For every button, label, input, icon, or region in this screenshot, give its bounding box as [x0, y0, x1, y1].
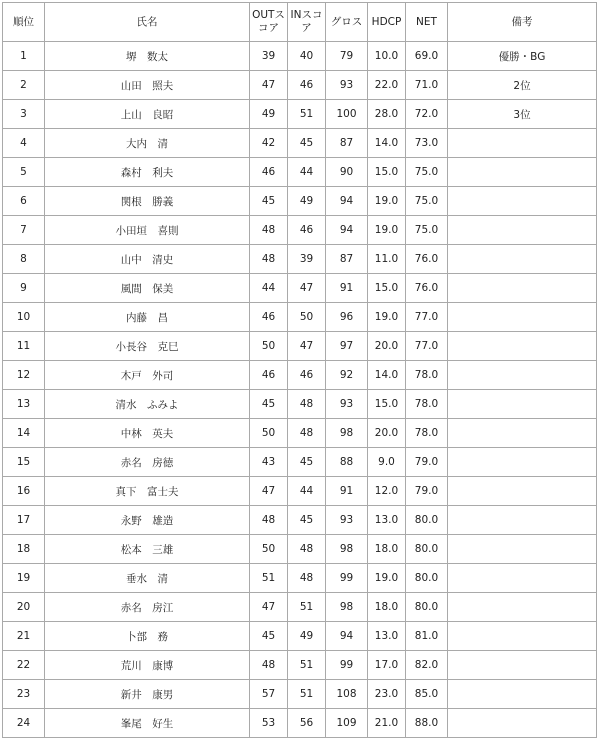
cell-gross: 98: [326, 593, 368, 622]
cell-out-score: 47: [250, 477, 288, 506]
table-row: [3, 216, 597, 245]
cell-net: 78.0: [406, 419, 448, 448]
cell-name: 山田 照夫: [45, 71, 250, 100]
cell-net: 78.0: [406, 361, 448, 390]
cell-in-score: 45: [288, 448, 326, 477]
cell-net: 79.0: [406, 477, 448, 506]
cell-name: 荒川 康博: [45, 651, 250, 680]
cell-net: 73.0: [406, 129, 448, 158]
cell-rank: 20: [3, 593, 45, 622]
cell-note: [448, 158, 597, 187]
cell-in-score: 46: [288, 71, 326, 100]
cell-rank: 22: [3, 651, 45, 680]
cell-net: 80.0: [406, 564, 448, 593]
cell-rank: 17: [3, 506, 45, 535]
cell-note: 優勝・BG: [448, 42, 597, 71]
table-row: [3, 303, 597, 332]
cell-name: 新井 康男: [45, 680, 250, 709]
cell-out-score: 47: [250, 71, 288, 100]
cell-name: 関根 勝義: [45, 187, 250, 216]
cell-hdcp: 15.0: [368, 274, 406, 303]
cell-gross: 87: [326, 129, 368, 158]
cell-out-score: 48: [250, 506, 288, 535]
cell-out-score: 50: [250, 332, 288, 361]
cell-hdcp: 9.0: [368, 448, 406, 477]
cell-hdcp: 13.0: [368, 622, 406, 651]
cell-net: 80.0: [406, 535, 448, 564]
cell-rank: 24: [3, 709, 45, 738]
cell-in-score: 51: [288, 651, 326, 680]
cell-note: [448, 651, 597, 680]
cell-out-score: 44: [250, 274, 288, 303]
cell-out-score: 48: [250, 651, 288, 680]
cell-note: 2位: [448, 71, 597, 100]
cell-hdcp: 11.0: [368, 245, 406, 274]
cell-gross: 97: [326, 332, 368, 361]
cell-gross: 93: [326, 71, 368, 100]
table-row: [3, 42, 597, 71]
table-row: [3, 651, 597, 680]
cell-out-score: 57: [250, 680, 288, 709]
cell-name: 上山 良昭: [45, 100, 250, 129]
cell-out-score: 46: [250, 158, 288, 187]
table-row: [3, 622, 597, 651]
cell-note: [448, 477, 597, 506]
cell-in-score: 45: [288, 129, 326, 158]
cell-note: [448, 622, 597, 651]
table-row: [3, 448, 597, 477]
cell-rank: 13: [3, 390, 45, 419]
cell-net: 71.0: [406, 71, 448, 100]
cell-name: 清水 ふみよ: [45, 390, 250, 419]
table-row: [3, 158, 597, 187]
cell-in-score: 47: [288, 332, 326, 361]
cell-rank: 7: [3, 216, 45, 245]
header-hdcp: HDCP: [368, 3, 406, 42]
table-row: [3, 100, 597, 129]
cell-gross: 99: [326, 564, 368, 593]
cell-gross: 92: [326, 361, 368, 390]
cell-net: 76.0: [406, 274, 448, 303]
cell-net: 85.0: [406, 680, 448, 709]
table-row: [3, 564, 597, 593]
cell-name: 赤名 房徳: [45, 448, 250, 477]
cell-out-score: 42: [250, 129, 288, 158]
header-in-score: INスコア: [288, 3, 326, 42]
cell-rank: 2: [3, 71, 45, 100]
cell-gross: 98: [326, 535, 368, 564]
cell-net: 75.0: [406, 187, 448, 216]
cell-net: 76.0: [406, 245, 448, 274]
cell-note: [448, 506, 597, 535]
table-row: [3, 129, 597, 158]
cell-hdcp: 17.0: [368, 651, 406, 680]
cell-gross: 91: [326, 477, 368, 506]
cell-out-score: 48: [250, 216, 288, 245]
cell-rank: 15: [3, 448, 45, 477]
cell-net: 77.0: [406, 303, 448, 332]
cell-gross: 98: [326, 419, 368, 448]
cell-hdcp: 19.0: [368, 303, 406, 332]
cell-out-score: 53: [250, 709, 288, 738]
table-row: [3, 245, 597, 274]
table-row: [3, 535, 597, 564]
cell-gross: 91: [326, 274, 368, 303]
cell-rank: 23: [3, 680, 45, 709]
cell-in-score: 49: [288, 187, 326, 216]
table-row: [3, 709, 597, 738]
cell-rank: 14: [3, 419, 45, 448]
cell-name: 赤名 房江: [45, 593, 250, 622]
cell-note: [448, 361, 597, 390]
table-row: [3, 593, 597, 622]
cell-note: [448, 535, 597, 564]
cell-in-score: 51: [288, 593, 326, 622]
table-row: [3, 274, 597, 303]
header-rank: 順位: [3, 3, 45, 42]
cell-note: [448, 274, 597, 303]
cell-in-score: 56: [288, 709, 326, 738]
cell-in-score: 44: [288, 158, 326, 187]
cell-hdcp: 22.0: [368, 71, 406, 100]
cell-hdcp: 13.0: [368, 506, 406, 535]
header-name: 氏名: [45, 3, 250, 42]
header-note: 備考: [448, 3, 597, 42]
cell-hdcp: 14.0: [368, 129, 406, 158]
cell-rank: 3: [3, 100, 45, 129]
table-row: [3, 680, 597, 709]
cell-gross: 108: [326, 680, 368, 709]
cell-net: 79.0: [406, 448, 448, 477]
cell-hdcp: 20.0: [368, 332, 406, 361]
cell-gross: 93: [326, 390, 368, 419]
cell-rank: 8: [3, 245, 45, 274]
header-row: [3, 3, 597, 42]
cell-out-score: 46: [250, 361, 288, 390]
cell-name: 木戸 外司: [45, 361, 250, 390]
results-table: [2, 2, 597, 738]
cell-hdcp: 23.0: [368, 680, 406, 709]
cell-name: 中林 英夫: [45, 419, 250, 448]
cell-hdcp: 12.0: [368, 477, 406, 506]
cell-rank: 10: [3, 303, 45, 332]
cell-note: [448, 709, 597, 738]
cell-rank: 6: [3, 187, 45, 216]
cell-name: 山中 清史: [45, 245, 250, 274]
cell-hdcp: 21.0: [368, 709, 406, 738]
cell-name: 堺 数太: [45, 42, 250, 71]
cell-in-score: 45: [288, 506, 326, 535]
cell-gross: 79: [326, 42, 368, 71]
cell-in-score: 44: [288, 477, 326, 506]
cell-hdcp: 20.0: [368, 419, 406, 448]
cell-name: 小田垣 喜則: [45, 216, 250, 245]
cell-out-score: 45: [250, 622, 288, 651]
cell-gross: 93: [326, 506, 368, 535]
table-row: [3, 419, 597, 448]
table-row: [3, 187, 597, 216]
cell-hdcp: 18.0: [368, 535, 406, 564]
cell-out-score: 50: [250, 419, 288, 448]
cell-hdcp: 18.0: [368, 593, 406, 622]
table-row: [3, 361, 597, 390]
cell-out-score: 43: [250, 448, 288, 477]
cell-net: 81.0: [406, 622, 448, 651]
table-row: [3, 332, 597, 361]
cell-out-score: 39: [250, 42, 288, 71]
cell-net: 82.0: [406, 651, 448, 680]
cell-hdcp: 15.0: [368, 158, 406, 187]
cell-net: 88.0: [406, 709, 448, 738]
cell-out-score: 45: [250, 187, 288, 216]
cell-hdcp: 14.0: [368, 361, 406, 390]
cell-net: 80.0: [406, 506, 448, 535]
cell-note: [448, 129, 597, 158]
cell-name: 永野 雄造: [45, 506, 250, 535]
cell-rank: 21: [3, 622, 45, 651]
cell-hdcp: 28.0: [368, 100, 406, 129]
cell-in-score: 49: [288, 622, 326, 651]
cell-rank: 11: [3, 332, 45, 361]
cell-note: [448, 303, 597, 332]
cell-note: [448, 187, 597, 216]
cell-out-score: 49: [250, 100, 288, 129]
cell-in-score: 48: [288, 535, 326, 564]
cell-in-score: 40: [288, 42, 326, 71]
cell-name: 小長谷 克巳: [45, 332, 250, 361]
cell-gross: 109: [326, 709, 368, 738]
cell-hdcp: 19.0: [368, 564, 406, 593]
cell-net: 78.0: [406, 390, 448, 419]
table-row: [3, 390, 597, 419]
cell-rank: 1: [3, 42, 45, 71]
cell-name: 真下 富士夫: [45, 477, 250, 506]
header-out-score: OUTスコア: [250, 3, 288, 42]
cell-in-score: 46: [288, 361, 326, 390]
cell-gross: 96: [326, 303, 368, 332]
cell-gross: 87: [326, 245, 368, 274]
cell-gross: 94: [326, 622, 368, 651]
cell-note: [448, 680, 597, 709]
cell-note: [448, 245, 597, 274]
cell-in-score: 50: [288, 303, 326, 332]
cell-out-score: 48: [250, 245, 288, 274]
cell-out-score: 50: [250, 535, 288, 564]
cell-note: [448, 564, 597, 593]
results-table-body: [3, 42, 597, 738]
cell-name: 松本 三雄: [45, 535, 250, 564]
header-gross: グロス: [326, 3, 368, 42]
cell-rank: 18: [3, 535, 45, 564]
table-row: [3, 506, 597, 535]
cell-net: 77.0: [406, 332, 448, 361]
cell-hdcp: 10.0: [368, 42, 406, 71]
cell-name: 森村 利夫: [45, 158, 250, 187]
cell-out-score: 47: [250, 593, 288, 622]
cell-gross: 90: [326, 158, 368, 187]
cell-hdcp: 19.0: [368, 187, 406, 216]
cell-name: 卜部 務: [45, 622, 250, 651]
cell-name: 風間 保美: [45, 274, 250, 303]
results-table-container: [2, 2, 597, 738]
cell-note: 3位: [448, 100, 597, 129]
cell-gross: 94: [326, 187, 368, 216]
cell-hdcp: 15.0: [368, 390, 406, 419]
cell-name: 垂水 清: [45, 564, 250, 593]
cell-net: 75.0: [406, 216, 448, 245]
cell-note: [448, 593, 597, 622]
cell-in-score: 48: [288, 564, 326, 593]
cell-rank: 12: [3, 361, 45, 390]
cell-gross: 100: [326, 100, 368, 129]
cell-gross: 88: [326, 448, 368, 477]
table-row: [3, 71, 597, 100]
cell-rank: 5: [3, 158, 45, 187]
cell-name: 内藤 昌: [45, 303, 250, 332]
table-row: [3, 477, 597, 506]
cell-net: 72.0: [406, 100, 448, 129]
cell-note: [448, 448, 597, 477]
cell-rank: 4: [3, 129, 45, 158]
cell-rank: 9: [3, 274, 45, 303]
cell-out-score: 46: [250, 303, 288, 332]
cell-gross: 94: [326, 216, 368, 245]
cell-in-score: 51: [288, 680, 326, 709]
header-net: NET: [406, 3, 448, 42]
cell-note: [448, 419, 597, 448]
cell-in-score: 51: [288, 100, 326, 129]
cell-in-score: 48: [288, 390, 326, 419]
cell-in-score: 48: [288, 419, 326, 448]
cell-net: 80.0: [406, 593, 448, 622]
cell-note: [448, 216, 597, 245]
cell-hdcp: 19.0: [368, 216, 406, 245]
cell-note: [448, 390, 597, 419]
cell-in-score: 46: [288, 216, 326, 245]
cell-name: 峯尾 好生: [45, 709, 250, 738]
cell-net: 69.0: [406, 42, 448, 71]
cell-rank: 19: [3, 564, 45, 593]
cell-out-score: 45: [250, 390, 288, 419]
cell-note: [448, 332, 597, 361]
cell-name: 大内 清: [45, 129, 250, 158]
cell-in-score: 47: [288, 274, 326, 303]
cell-gross: 99: [326, 651, 368, 680]
cell-rank: 16: [3, 477, 45, 506]
cell-in-score: 39: [288, 245, 326, 274]
cell-net: 75.0: [406, 158, 448, 187]
cell-out-score: 51: [250, 564, 288, 593]
